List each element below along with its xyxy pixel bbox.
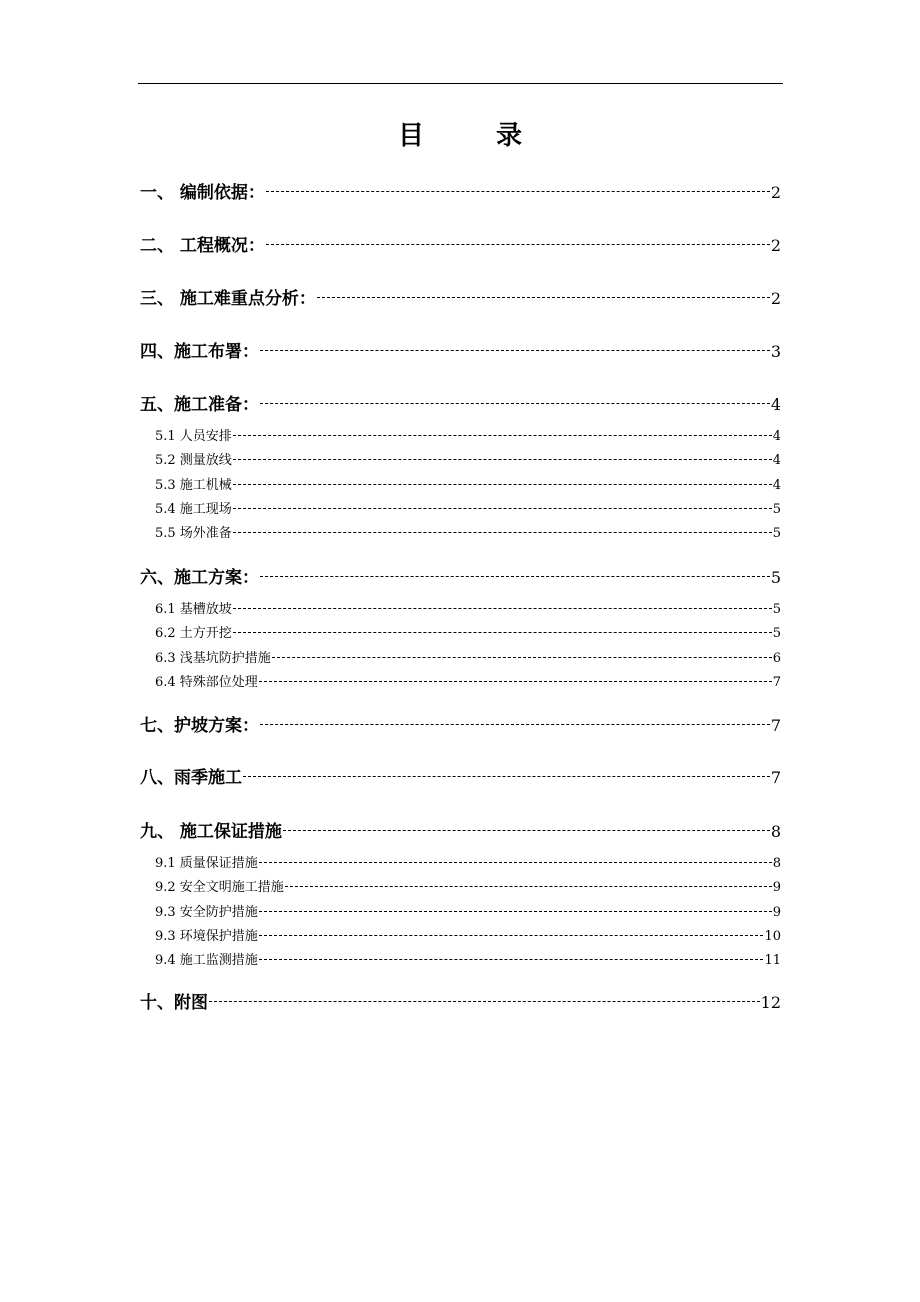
toc-entry-page-number: 5: [772, 526, 781, 541]
toc-dot-leader: [233, 624, 772, 637]
toc-entry-page-number: 7: [772, 675, 781, 690]
toc-entry-page-number: 5: [772, 502, 781, 517]
toc-entry-label: 9.3 安全防护措施: [155, 905, 258, 920]
toc-entry-label: 6.4 特殊部位处理: [155, 675, 258, 690]
toc-entry-section[interactable]: [155, 600, 781, 618]
toc-entry-page-number: 6: [772, 651, 781, 666]
toc-entry-label: 十、附图: [140, 993, 208, 1013]
toc-dot-leader: [233, 600, 772, 613]
toc-entry-chapter[interactable]: [140, 991, 781, 1013]
toc-entry-chapter[interactable]: [140, 714, 781, 736]
toc-entry-section[interactable]: [155, 927, 781, 945]
toc-entry-page-number: 2: [770, 183, 781, 202]
toc-entry-label: 七、护坡方案：: [140, 716, 259, 736]
toc-entry-page-number: 4: [772, 429, 781, 444]
toc-entry-page-number: 5: [772, 602, 781, 617]
toc-entry-chapter[interactable]: [140, 234, 781, 256]
toc-entry-chapter[interactable]: [140, 393, 781, 415]
toc-entry-page-number: 9: [772, 905, 781, 920]
toc-entry-page-number: 5: [772, 626, 781, 641]
toc-entry-section[interactable]: [155, 451, 781, 469]
toc-entry-section[interactable]: [155, 903, 781, 921]
toc-dot-leader: [260, 393, 770, 410]
toc-entry-section[interactable]: [155, 854, 781, 872]
toc-entry-label: 6.1 基槽放坡: [155, 602, 232, 617]
toc-entry-page-number: 11: [764, 953, 781, 968]
toc-entry-page-number: 4: [770, 395, 781, 414]
toc-entry-section[interactable]: [155, 878, 781, 896]
toc-entry-page-number: 3: [770, 342, 781, 361]
toc-dot-leader: [283, 820, 770, 837]
toc-dot-leader: [233, 476, 772, 489]
toc-dot-leader: [260, 714, 770, 731]
toc-dot-leader: [233, 524, 772, 537]
toc-entry-chapter[interactable]: [140, 566, 781, 588]
toc-entry-page-number: 2: [770, 289, 781, 308]
toc-entry-label: 五、施工准备：: [140, 395, 259, 415]
toc-entry-page-number: 2: [770, 236, 781, 255]
toc-entry-section[interactable]: [155, 624, 781, 642]
toc-title-left-char: 目: [397, 121, 424, 151]
toc-dot-leader: [233, 500, 772, 513]
toc-entry-label: 6.3 浅基坑防护措施: [155, 651, 271, 666]
toc-dot-leader: [209, 991, 760, 1008]
toc-entry-label: 九、 施工保证措施: [140, 822, 282, 842]
toc-entry-label: 5.4 施工现场: [155, 502, 232, 517]
toc-entry-label: 9.2 安全文明施工措施: [155, 880, 284, 895]
toc-entry-chapter[interactable]: [140, 181, 781, 203]
toc-title-right-char: 录: [496, 121, 523, 151]
toc-entry-page-number: 4: [772, 453, 781, 468]
toc-entry-chapter[interactable]: [140, 287, 781, 309]
toc-entry-label: 6.2 土方开挖: [155, 626, 232, 641]
toc-dot-leader: [272, 649, 772, 662]
toc-dot-leader: [259, 927, 764, 940]
toc-dot-leader: [260, 340, 770, 357]
toc-entry-label: 四、施工布署：: [140, 342, 259, 362]
toc-entry-section[interactable]: [155, 951, 781, 969]
toc-dot-leader: [266, 234, 770, 251]
toc-entry-section[interactable]: [155, 524, 781, 542]
toc-dot-leader: [266, 181, 770, 198]
toc-dot-leader: [233, 451, 772, 464]
toc-entry-page-number: 10: [764, 929, 781, 944]
toc-entry-section[interactable]: [155, 649, 781, 667]
toc-entry-label: 9.3 环境保护措施: [155, 929, 258, 944]
toc-entry-page-number: 9: [772, 880, 781, 895]
toc-entry-label: 9.1 质量保证措施: [155, 856, 258, 871]
toc-entry-label: 六、施工方案：: [140, 568, 259, 588]
toc-entry-label: 5.3 施工机械: [155, 478, 232, 493]
toc-entry-label: 二、 工程概况：: [140, 236, 265, 256]
toc-entry-page-number: 4: [772, 478, 781, 493]
toc-entry-chapter[interactable]: [140, 766, 781, 788]
toc-entry-label: 八、雨季施工: [140, 768, 242, 788]
toc-dot-leader: [259, 673, 772, 686]
toc-dot-leader: [317, 287, 770, 304]
toc-entry-section[interactable]: [155, 673, 781, 691]
toc-dot-leader: [259, 854, 772, 867]
toc-entry-section[interactable]: [155, 500, 781, 518]
toc-entry-label: 9.4 施工监测措施: [155, 953, 258, 968]
toc-entry-chapter[interactable]: [140, 820, 781, 842]
toc-entry-section[interactable]: [155, 476, 781, 494]
toc-entry-label: 5.1 人员安排: [155, 429, 232, 444]
toc-dot-leader: [259, 903, 772, 916]
toc-dot-leader: [285, 878, 772, 891]
toc-entry-page-number: 12: [760, 993, 781, 1012]
toc-entry-page-number: 5: [770, 568, 781, 587]
toc-entry-chapter[interactable]: [140, 340, 781, 362]
toc-dot-leader: [233, 427, 772, 440]
toc-entry-page-number: 8: [770, 822, 781, 841]
toc-dot-leader: [259, 951, 764, 964]
toc-entry-label: 三、 施工难重点分析：: [140, 289, 316, 309]
toc-dot-leader: [243, 766, 770, 783]
toc-entry-page-number: 7: [770, 768, 781, 787]
toc-entry-label: 5.5 场外准备: [155, 526, 232, 541]
toc-dot-leader: [260, 566, 770, 583]
toc-entry-page-number: 8: [772, 856, 781, 871]
toc-entry-section[interactable]: [155, 427, 781, 445]
toc-entry-label: 5.2 测量放线: [155, 453, 232, 468]
toc-entry-label: 一、 编制依据：: [140, 183, 265, 203]
toc-entry-page-number: 7: [770, 716, 781, 735]
